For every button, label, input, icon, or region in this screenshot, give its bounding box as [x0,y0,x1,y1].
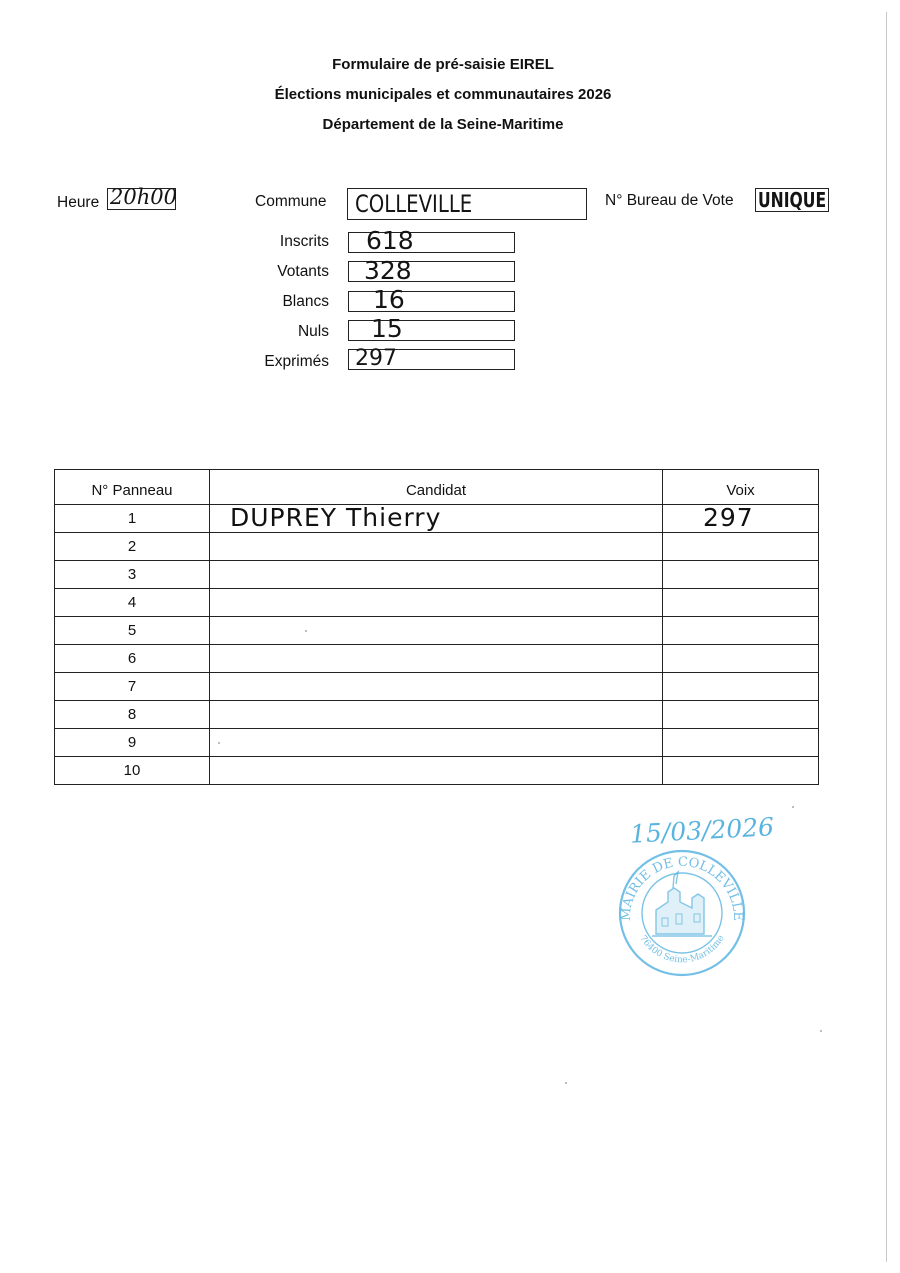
scan-speck [218,742,220,744]
candidat-cell[interactable] [210,617,663,645]
commune-value: COLLEVILLE [355,190,473,218]
commune-field[interactable] [347,188,587,220]
exprimes-value: 297 [355,346,397,371]
panneau-cell: 1 [55,505,210,533]
panneau-cell: 9 [55,729,210,757]
voix-cell[interactable] [663,505,819,533]
bureau-label: N° Bureau de Vote [605,192,734,209]
stamp-top-text: MAIRIE DE COLLEVILLE [618,854,746,922]
panneau-cell: 2 [55,533,210,561]
scan-speck [305,630,307,632]
panneau-cell: 10 [55,757,210,785]
header-panneau: N° Panneau [55,470,210,505]
nuls-label: Nuls [297,323,329,340]
form-title: Formulaire de pré-saisie EIREL [332,56,554,73]
commune-label: Commune [255,193,327,210]
voix-cell[interactable] [663,673,819,701]
heure-value: 20h00 [110,185,177,209]
table-row [55,561,819,589]
voix-cell[interactable] [663,757,819,785]
signature-date: 15/03/2026 [629,812,775,849]
candidat-cell[interactable] [210,645,663,673]
panneau-cell: 4 [55,589,210,617]
election-title: Élections municipales et communautaires 2026 [274,86,612,103]
candidat-cell[interactable] [210,701,663,729]
bureau-field[interactable] [755,188,829,212]
voix-cell[interactable] [663,729,819,757]
exprimes-label: Exprimés [264,353,329,370]
table-row [55,729,819,757]
nuls-field[interactable] [348,314,515,343]
blancs-label: Blancs [282,293,329,310]
blancs-value: 16 [373,285,405,314]
voix-cell[interactable] [663,645,819,673]
table-header-row [55,470,819,505]
bureau-value: UNIQUE [758,188,827,212]
table-row [55,533,819,561]
candidat-cell[interactable] [210,533,663,561]
panneau-cell: 8 [55,701,210,729]
heure-field[interactable] [107,185,177,210]
inscrits-field[interactable] [348,226,515,255]
panneau-cell: 6 [55,645,210,673]
results-table [54,469,819,785]
votants-value: 328 [364,256,412,285]
voix-value: 297 [703,503,754,532]
candidat-cell[interactable] [210,589,663,617]
candidat-cell[interactable] [210,505,663,533]
voix-cell[interactable] [663,589,819,617]
voix-cell[interactable] [663,701,819,729]
voix-cell[interactable] [663,617,819,645]
candidat-cell[interactable] [210,729,663,757]
scan-speck [792,806,794,808]
panneau-cell: 7 [55,673,210,701]
candidat-cell[interactable] [210,561,663,589]
candidat-value: DUPREY Thierry [230,503,442,532]
voix-cell[interactable] [663,533,819,561]
table-row [55,757,819,785]
building-icon [652,872,712,936]
table-row [55,645,819,673]
table-row [55,505,819,533]
blancs-field[interactable] [348,285,515,314]
scan-edge-line [886,12,887,1262]
votants-label: Votants [277,263,329,280]
candidat-cell[interactable] [210,673,663,701]
table-row [55,589,819,617]
votants-field[interactable] [348,256,515,285]
header-candidat: Candidat [210,470,663,505]
panneau-cell: 3 [55,561,210,589]
stamp-bottom-text: 76400 Seine-Maritime [637,933,727,966]
table-row [55,673,819,701]
inscrits-value: 618 [366,226,414,255]
candidat-cell[interactable] [210,757,663,785]
department-title: Département de la Seine-Maritime [322,116,564,133]
table-row [55,701,819,729]
inscrits-label: Inscrits [279,233,329,250]
mairie-stamp [616,848,748,978]
nuls-value: 15 [371,314,403,343]
scan-speck [565,1082,567,1084]
table-row [55,617,819,645]
scan-speck [820,1030,822,1032]
header-voix: Voix [663,470,819,505]
exprimes-field[interactable] [348,346,515,371]
panneau-cell: 5 [55,617,210,645]
heure-label: Heure [57,194,100,211]
voix-cell[interactable] [663,561,819,589]
